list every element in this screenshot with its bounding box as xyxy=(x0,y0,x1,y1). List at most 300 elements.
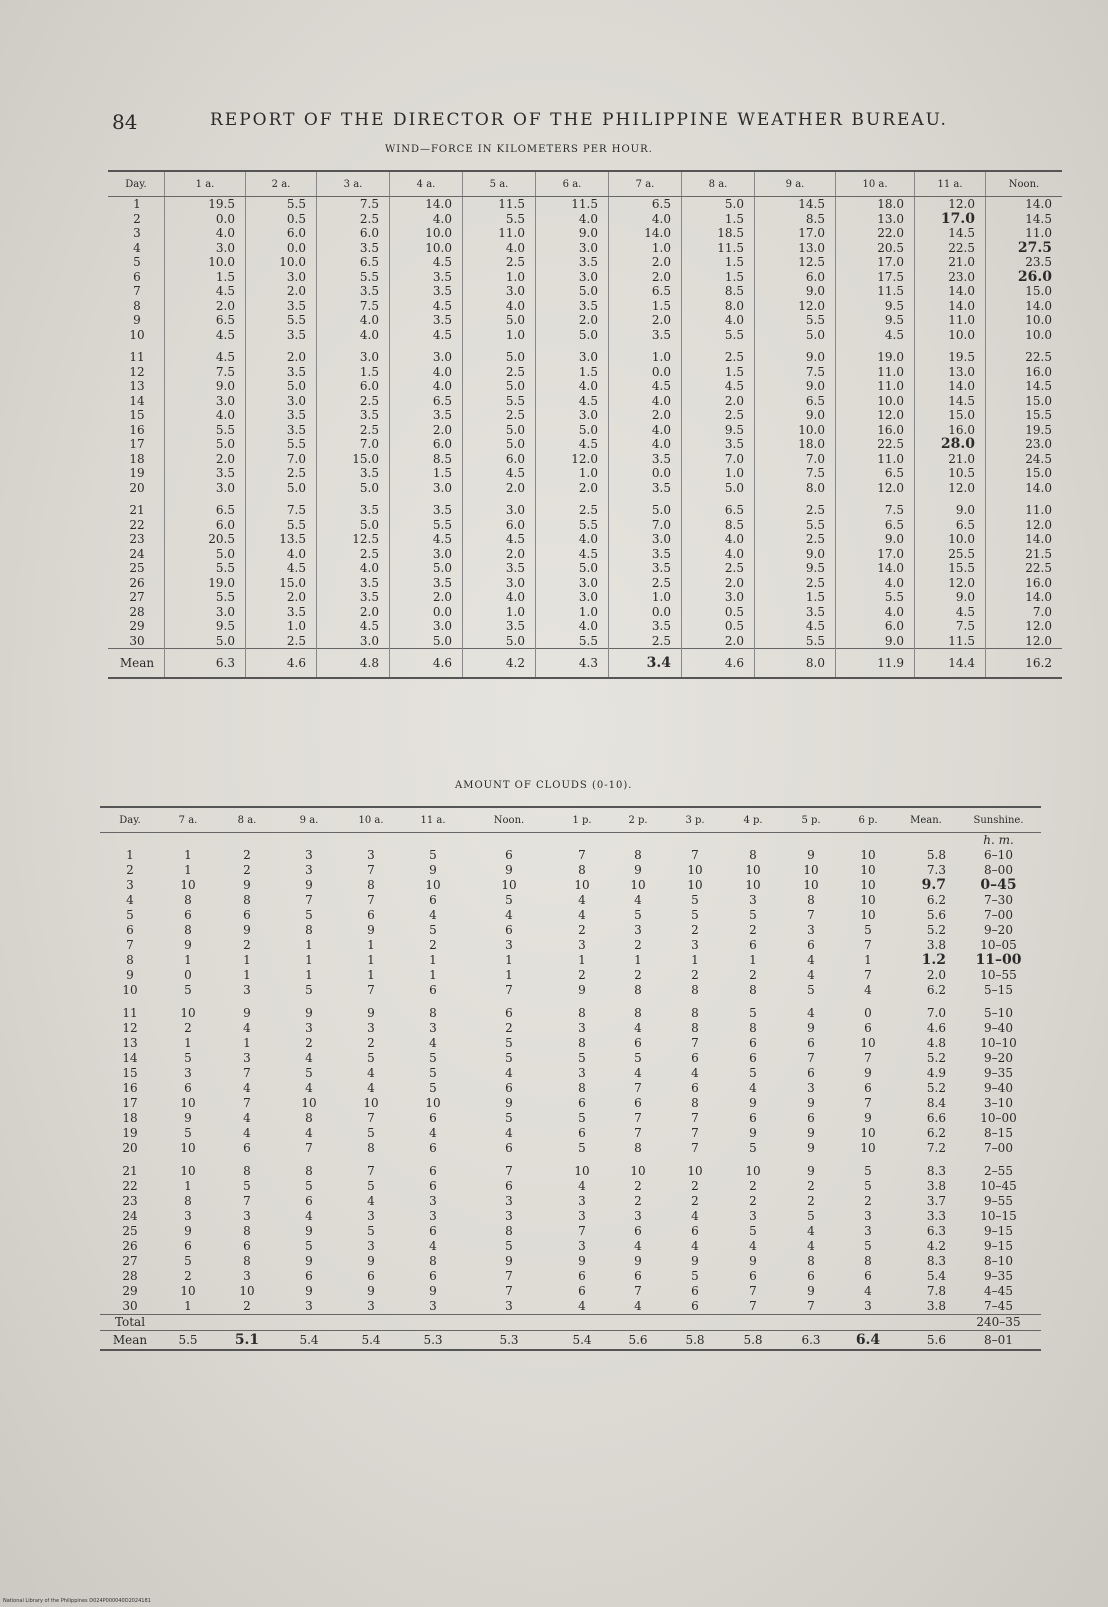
wind-cell: 2.0 xyxy=(609,255,682,270)
wind-cell: 3.5 xyxy=(609,452,682,467)
clouds-cell: 1 xyxy=(429,968,437,982)
wind-cell: 4.0 xyxy=(165,226,246,241)
clouds-cell: 8–15 xyxy=(984,1126,1013,1140)
wind-cell: 11 xyxy=(129,350,145,364)
total-label: Total xyxy=(114,1315,146,1329)
clouds-cell: 3 xyxy=(578,938,586,952)
page-number: 84 xyxy=(112,110,138,134)
clouds-cell: 8 xyxy=(749,1021,757,1035)
clouds-cell: 2 xyxy=(505,1021,513,1035)
clouds-cell: 6 xyxy=(634,1096,642,1110)
clouds-cell: 1 xyxy=(864,953,872,967)
clouds-cell: 3 xyxy=(305,863,313,877)
clouds-cell: 5 xyxy=(505,893,513,907)
wind-cell: 3.0 xyxy=(390,619,463,634)
clouds-cell: 6 xyxy=(807,1269,815,1283)
clouds-cell: 1 xyxy=(749,953,757,967)
clouds-cell: 2 xyxy=(634,1179,642,1193)
clouds-cell: 1 xyxy=(184,848,192,862)
wind-cell: 1.5 xyxy=(682,212,755,227)
clouds-cell: 2.0 xyxy=(926,968,946,982)
wind-cell: 2.0 xyxy=(246,590,317,605)
clouds-col-header: 9 a. xyxy=(278,807,340,833)
wind-cell: 9.5 xyxy=(755,561,836,576)
clouds-cell: 5 xyxy=(864,923,872,937)
clouds-cell: 2 xyxy=(634,938,642,952)
wind-mean-cell: 8.0 xyxy=(755,649,836,679)
wind-cell: 2.5 xyxy=(682,408,755,423)
wind-cell: 11.0 xyxy=(986,495,1063,518)
clouds-cell: 1 xyxy=(184,1179,192,1193)
clouds-cell: 6 xyxy=(429,983,437,997)
clouds-cell: 5 xyxy=(864,1239,872,1253)
blank-cell xyxy=(782,833,840,849)
clouds-cell: 7 xyxy=(505,983,513,997)
wind-cell: 4.0 xyxy=(536,379,609,394)
wind-cell xyxy=(915,212,986,227)
clouds-cell: 8 xyxy=(864,1254,872,1268)
wind-cell: 12.0 xyxy=(986,634,1063,649)
clouds-cell: 4 xyxy=(126,893,134,907)
clouds-cell: 7 xyxy=(807,1299,815,1313)
wind-cell: 13 xyxy=(129,379,145,393)
clouds-cell: 5 xyxy=(126,908,134,922)
wind-cell xyxy=(986,241,1063,256)
clouds-cell: 8 xyxy=(691,1006,699,1020)
wind-cell: 4.0 xyxy=(246,547,317,562)
wind-cell: 4.0 xyxy=(390,365,463,380)
clouds-cell: 10 xyxy=(630,1164,646,1178)
clouds-cell: 6 xyxy=(305,1269,313,1283)
clouds-cell: 6 xyxy=(367,1269,375,1283)
wind-cell: 5.0 xyxy=(317,518,390,533)
clouds-cell: 8.3 xyxy=(926,1254,946,1268)
clouds-row xyxy=(100,1284,1041,1299)
clouds-cell: 2 xyxy=(749,1179,757,1193)
clouds-cell: 3 xyxy=(578,1194,586,1208)
wind-cell: 4.0 xyxy=(536,212,609,227)
wind-cell: 7.5 xyxy=(165,365,246,380)
wind-row xyxy=(108,394,1062,409)
clouds-row xyxy=(100,1254,1041,1269)
clouds-cell: 8 xyxy=(305,1111,313,1125)
clouds-mean-cell: Mean xyxy=(100,1331,160,1351)
clouds-row xyxy=(100,1299,1041,1315)
clouds-mean-cell: 5.6 xyxy=(610,1331,666,1351)
clouds-cell: 5 xyxy=(691,1269,699,1283)
wind-cell: 12.0 xyxy=(536,452,609,467)
clouds-mean-cell: 5.3 xyxy=(402,1331,464,1351)
clouds-cell xyxy=(956,878,1041,893)
clouds-cell: 10 xyxy=(239,1284,255,1298)
clouds-cell: 3 xyxy=(305,1021,313,1035)
clouds-cell: 7 xyxy=(691,1036,699,1050)
wind-cell: 5.0 xyxy=(463,423,536,438)
wind-cell: 16.0 xyxy=(915,423,986,438)
clouds-cell: 6–10 xyxy=(984,848,1013,862)
clouds-cell: 0 xyxy=(864,1006,872,1020)
wind-cell: 1.5 xyxy=(317,365,390,380)
wind-cell: 6 xyxy=(133,269,141,284)
wind-mean-cell: 6.3 xyxy=(165,649,246,679)
wind-cell: 3.5 xyxy=(317,284,390,299)
wind-cell: 1.5 xyxy=(165,270,246,285)
clouds-mean-cell: 5.5 xyxy=(160,1331,216,1351)
clouds-cell: 10 xyxy=(860,863,876,877)
clouds-cell: 2 xyxy=(634,968,642,982)
wind-row xyxy=(108,197,1062,212)
clouds-cell: 9–15 xyxy=(984,1239,1013,1253)
clouds-cell: 5 xyxy=(243,1179,251,1193)
wind-cell: 0.0 xyxy=(390,605,463,620)
clouds-cell: 5 xyxy=(749,1006,757,1020)
wind-cell: 2.0 xyxy=(609,270,682,285)
wind-cell: 22.0 xyxy=(836,226,915,241)
clouds-cell xyxy=(896,878,956,893)
wind-cell: 2.0 xyxy=(246,342,317,365)
clouds-cell: 3 xyxy=(807,923,815,937)
clouds-cell: 4 xyxy=(243,1126,251,1140)
wind-row xyxy=(108,605,1062,620)
wind-row xyxy=(108,226,1062,241)
blank-cell xyxy=(402,1315,464,1331)
clouds-cell: 12 xyxy=(122,1021,138,1035)
clouds-mean-highlight: 6.4 xyxy=(855,1331,881,1348)
clouds-cell: 2 xyxy=(864,1194,872,1208)
clouds-cell: 9 xyxy=(505,863,513,877)
clouds-cell: 8 xyxy=(578,1036,586,1050)
clouds-cell: 10 xyxy=(860,908,876,922)
wind-cell: 2.0 xyxy=(536,313,609,328)
wind-cell: 4.5 xyxy=(536,394,609,409)
wind-cell: 1.0 xyxy=(463,328,536,343)
clouds-cell: 10 xyxy=(860,1036,876,1050)
clouds-cell: 1 xyxy=(305,953,313,967)
wind-cell: 1.0 xyxy=(463,605,536,620)
clouds-cell: 5 xyxy=(505,1111,513,1125)
clouds-mean-cell xyxy=(840,1331,896,1351)
wind-cell: 2.5 xyxy=(463,408,536,423)
clouds-cell: 3 xyxy=(505,1209,513,1223)
wind-cell: 3.5 xyxy=(536,255,609,270)
wind-mean-cell: 16.2 xyxy=(986,649,1063,679)
clouds-cell: 9 xyxy=(184,938,192,952)
clouds-mean-cell xyxy=(216,1331,278,1351)
wind-cell: 4.5 xyxy=(682,379,755,394)
clouds-cell: 10 xyxy=(180,1141,196,1155)
clouds-cell: 5 xyxy=(634,908,642,922)
wind-cell: 7.5 xyxy=(317,299,390,314)
clouds-cell: 5–10 xyxy=(984,1006,1013,1020)
wind-cell: 3 xyxy=(133,226,141,240)
wind-cell: 3.5 xyxy=(246,299,317,314)
wind-row xyxy=(108,518,1062,533)
wind-cell: 4.0 xyxy=(609,423,682,438)
clouds-cell: 4 xyxy=(305,1051,313,1065)
wind-cell: 5.5 xyxy=(246,197,317,212)
wind-cell: 14.5 xyxy=(755,197,836,212)
clouds-cell: 3 xyxy=(634,1209,642,1223)
clouds-cell: 9–15 xyxy=(984,1224,1013,1238)
wind-cell: 0.5 xyxy=(682,619,755,634)
wind-cell: 5.5 xyxy=(536,518,609,533)
clouds-highlight-value: 0–45 xyxy=(980,877,1017,893)
wind-mean-min: 3.4 xyxy=(646,654,671,671)
clouds-cell: 7 xyxy=(243,1096,251,1110)
clouds-cell: 7 xyxy=(749,1284,757,1298)
clouds-cell: 2 xyxy=(184,1269,192,1283)
clouds-cell: 10 xyxy=(425,878,441,892)
clouds-col-header: 7 a. xyxy=(160,807,216,833)
clouds-cell: 5.6 xyxy=(926,908,946,922)
wind-cell: 3.5 xyxy=(317,466,390,481)
clouds-cell: 2 xyxy=(243,848,251,862)
wind-cell: 3.5 xyxy=(317,576,390,591)
clouds-cell: 1 xyxy=(634,953,642,967)
clouds-row xyxy=(100,1066,1041,1081)
wind-cell: 14.0 xyxy=(390,197,463,212)
blank-cell xyxy=(724,1315,782,1331)
wind-cell: 5.0 xyxy=(463,379,536,394)
wind-cell: 3.5 xyxy=(317,590,390,605)
wind-col-header: Day. xyxy=(108,171,165,197)
wind-cell: 7.5 xyxy=(755,365,836,380)
clouds-cell: 4 xyxy=(305,1126,313,1140)
clouds-cell: 28 xyxy=(122,1269,138,1283)
clouds-row xyxy=(100,1036,1041,1051)
wind-cell: 2.5 xyxy=(246,466,317,481)
clouds-cell: 9–35 xyxy=(984,1066,1013,1080)
wind-max-value: 26.0 xyxy=(1017,268,1052,285)
wind-cell: 21 xyxy=(129,503,145,517)
clouds-cell: 9 xyxy=(367,923,375,937)
wind-cell: 20 xyxy=(129,480,145,495)
clouds-cell: 6 xyxy=(864,1081,872,1095)
clouds-cell: 2 xyxy=(691,1179,699,1193)
wind-cell: 5.5 xyxy=(165,561,246,576)
wind-cell: 4.0 xyxy=(682,547,755,562)
wind-cell: 3.5 xyxy=(609,481,682,496)
clouds-col-header: 1 p. xyxy=(554,807,610,833)
wind-cell: 5.5 xyxy=(246,518,317,533)
wind-cell: 3.5 xyxy=(317,241,390,256)
wind-mean-cell xyxy=(609,649,682,679)
clouds-cell: 2 xyxy=(691,923,699,937)
clouds-col-header: Day. xyxy=(100,807,160,833)
wind-row xyxy=(108,532,1062,547)
clouds-cell: 9 xyxy=(305,1284,313,1298)
wind-cell: 3.5 xyxy=(390,495,463,518)
clouds-cell: 9 xyxy=(634,1254,642,1268)
clouds-cell: 7 xyxy=(807,1051,815,1065)
clouds-cell: 10–05 xyxy=(980,938,1017,952)
clouds-cell: 1 xyxy=(184,953,192,967)
wind-cell: 3.5 xyxy=(463,619,536,634)
wind-row xyxy=(108,241,1062,256)
clouds-cell: 7 xyxy=(864,1051,872,1065)
clouds-cell: 7 xyxy=(367,983,375,997)
clouds-cell: 3 xyxy=(634,923,642,937)
wind-cell: 4.0 xyxy=(609,212,682,227)
clouds-cell: 9 xyxy=(864,1066,872,1080)
wind-cell: 19.0 xyxy=(836,342,915,365)
clouds-cell: 6 xyxy=(429,1224,437,1238)
wind-cell: 6.0 xyxy=(463,518,536,533)
wind-cell: 9.0 xyxy=(755,284,836,299)
clouds-row xyxy=(100,1051,1041,1066)
clouds-cell: 5 xyxy=(634,1051,642,1065)
clouds-cell: 6 xyxy=(184,1081,192,1095)
wind-row xyxy=(108,365,1062,380)
clouds-cell: 5 xyxy=(367,1126,375,1140)
wind-cell: 4.5 xyxy=(463,532,536,547)
clouds-cell: 2 xyxy=(691,968,699,982)
wind-cell: 9.0 xyxy=(755,547,836,562)
wind-cell: 3.5 xyxy=(390,408,463,423)
clouds-cell: 3 xyxy=(691,938,699,952)
wind-cell: 3.0 xyxy=(165,241,246,256)
blank-cell xyxy=(216,1315,278,1331)
wind-row xyxy=(108,547,1062,562)
clouds-cell: 0 xyxy=(184,968,192,982)
clouds-cell: 10 xyxy=(745,1164,761,1178)
clouds-cell: 7.3 xyxy=(926,863,946,877)
wind-cell: 3.0 xyxy=(246,394,317,409)
clouds-cell: 8 xyxy=(184,1194,192,1208)
wind-cell: 4.0 xyxy=(463,299,536,314)
wind-cell: 4.0 xyxy=(463,590,536,605)
wind-cell: 9.0 xyxy=(915,495,986,518)
wind-cell: 3.0 xyxy=(165,394,246,409)
wind-cell: 0.0 xyxy=(609,605,682,620)
clouds-cell: 5 xyxy=(807,1209,815,1223)
wind-cell: 3.0 xyxy=(317,342,390,365)
wind-cell: 10.0 xyxy=(165,255,246,270)
clouds-cell: 2 xyxy=(807,1194,815,1208)
clouds-cell: 3 xyxy=(505,1299,513,1313)
clouds-cell: 6 xyxy=(807,1066,815,1080)
wind-cell: 0.5 xyxy=(246,212,317,227)
wind-cell: 5.0 xyxy=(463,342,536,365)
clouds-cell: 8 xyxy=(243,1224,251,1238)
blank-cell xyxy=(160,833,216,849)
clouds-cell: 4 xyxy=(634,1239,642,1253)
wind-cell: 4.0 xyxy=(390,212,463,227)
clouds-cell xyxy=(956,953,1041,968)
wind-cell: 9 xyxy=(133,313,141,327)
clouds-cell: 3 xyxy=(126,878,134,892)
clouds-cell: 7–30 xyxy=(984,893,1013,907)
clouds-cell: 4 xyxy=(367,1194,375,1208)
wind-cell: 0.0 xyxy=(246,241,317,256)
clouds-cell: 5 xyxy=(749,1224,757,1238)
clouds-cell: 4 xyxy=(807,968,815,982)
clouds-cell: 9 xyxy=(305,878,313,892)
wind-cell: 11.5 xyxy=(463,197,536,212)
clouds-cell: 6 xyxy=(691,1081,699,1095)
clouds-cell: 5 xyxy=(305,983,313,997)
wind-cell: 5.0 xyxy=(536,284,609,299)
clouds-cell: 9 xyxy=(126,968,134,982)
clouds-cell: 1 xyxy=(305,968,313,982)
wind-cell: 12.0 xyxy=(915,576,986,591)
wind-cell: 4.5 xyxy=(390,532,463,547)
wind-cell: 3.0 xyxy=(390,547,463,562)
wind-cell: 3.0 xyxy=(682,590,755,605)
clouds-cell: 5 xyxy=(429,1066,437,1080)
clouds-cell: 10–45 xyxy=(980,1179,1017,1193)
wind-cell: 4.5 xyxy=(609,379,682,394)
wind-cell: 10.5 xyxy=(915,466,986,481)
wind-cell: 1.0 xyxy=(609,241,682,256)
wind-cell: 7.0 xyxy=(755,452,836,467)
clouds-row xyxy=(100,893,1041,908)
wind-mean-cell: 4.8 xyxy=(317,649,390,679)
clouds-cell: 4 xyxy=(807,1006,815,1020)
clouds-mean-cell: 6.3 xyxy=(782,1331,840,1351)
wind-cell: 9.0 xyxy=(915,590,986,605)
clouds-cell: 5 xyxy=(578,1111,586,1125)
wind-cell: 0.0 xyxy=(609,365,682,380)
clouds-cell: 7 xyxy=(505,1269,513,1283)
wind-cell: 6.0 xyxy=(317,226,390,241)
wind-cell: 12.0 xyxy=(915,197,986,212)
clouds-cell: 1 xyxy=(184,1299,192,1313)
clouds-cell: 9 xyxy=(807,1096,815,1110)
clouds-cell: 10 xyxy=(574,878,590,892)
wind-cell: 23 xyxy=(129,532,145,546)
wind-cell: 22.5 xyxy=(836,437,915,452)
clouds-mean-highlight: 5.1 xyxy=(234,1331,260,1348)
clouds-cell: 10 xyxy=(860,848,876,862)
blank-cell xyxy=(160,1315,216,1331)
wind-cell: 6.5 xyxy=(755,394,836,409)
clouds-cell: 8 xyxy=(807,893,815,907)
wind-mean-cell: 11.9 xyxy=(836,649,915,679)
wind-cell: 5.0 xyxy=(682,197,755,212)
clouds-cell: 1 xyxy=(367,968,375,982)
wind-col-header: 6 a. xyxy=(536,171,609,197)
blank-cell xyxy=(896,1315,956,1331)
clouds-mean-cell: 5.8 xyxy=(724,1331,782,1351)
clouds-cell: 6 xyxy=(691,1224,699,1238)
clouds-cell: 6 xyxy=(634,1036,642,1050)
clouds-cell: 3 xyxy=(578,1066,586,1080)
wind-cell: 3.5 xyxy=(755,605,836,620)
clouds-cell: 8 xyxy=(243,1254,251,1268)
wind-cell: 5.0 xyxy=(463,313,536,328)
clouds-cell: 5 xyxy=(305,1239,313,1253)
wind-cell: 6.0 xyxy=(165,518,246,533)
wind-cell: 4.5 xyxy=(390,299,463,314)
clouds-cell: 6 xyxy=(578,1269,586,1283)
clouds-cell: 10–00 xyxy=(980,1111,1017,1125)
wind-cell: 11.5 xyxy=(536,197,609,212)
clouds-cell: 5 xyxy=(578,1051,586,1065)
wind-cell: 19.0 xyxy=(165,576,246,591)
wind-cell: 3.5 xyxy=(246,328,317,343)
clouds-cell: 22 xyxy=(122,1179,138,1193)
wind-cell: 7.5 xyxy=(755,466,836,481)
clouds-cell: 6 xyxy=(749,938,757,952)
wind-cell: 3.5 xyxy=(246,605,317,620)
wind-header-row xyxy=(108,171,1062,197)
wind-cell: 4.0 xyxy=(836,605,915,620)
clouds-mean-cell: 5.3 xyxy=(464,1331,554,1351)
clouds-cell: 1 xyxy=(505,968,513,982)
wind-cell: 4.0 xyxy=(390,379,463,394)
wind-cell: 3.0 xyxy=(536,270,609,285)
